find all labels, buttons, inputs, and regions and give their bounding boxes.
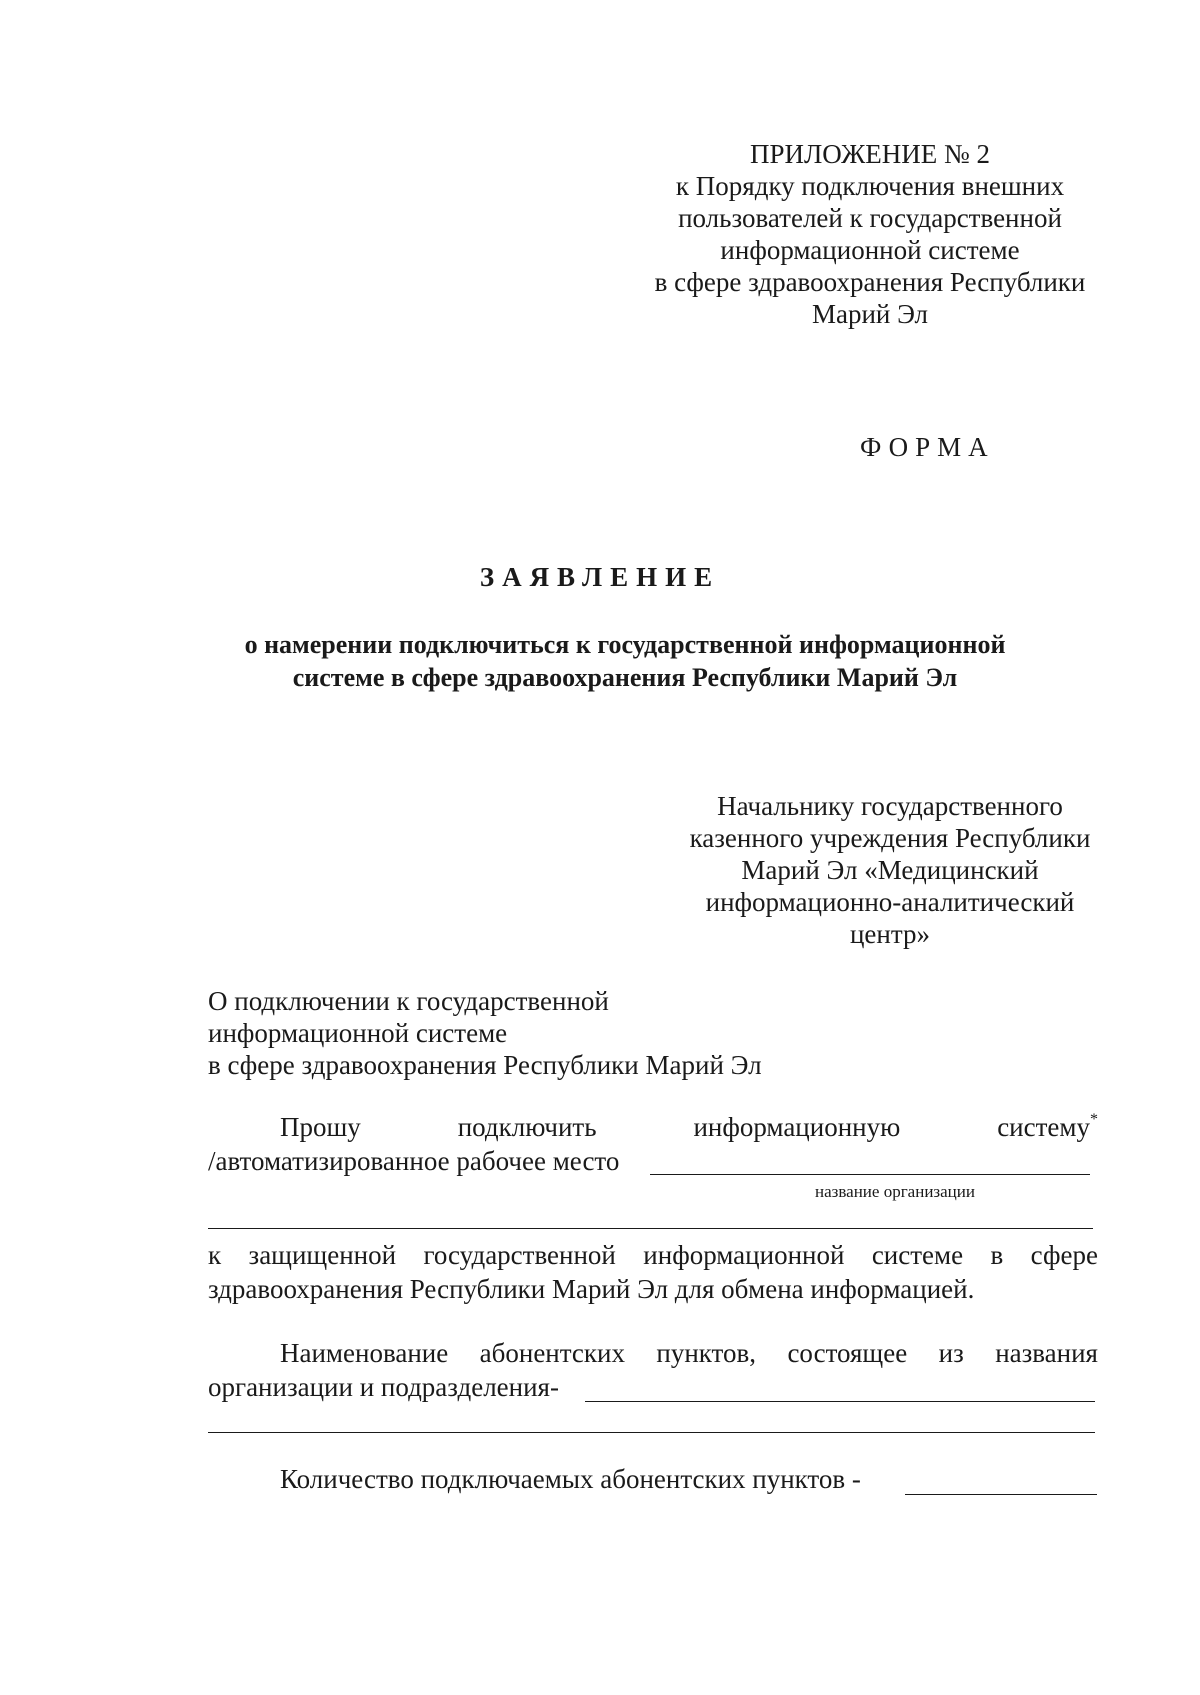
subscriber-points-name-blank-2[interactable] [208,1432,1095,1433]
subject-block [208,985,762,1081]
paragraph2-word: из [938,1338,964,1368]
statement-subtitle-line: о намерении подключиться к государственной информационной [244,630,1006,659]
appendix-header [620,138,1120,330]
paragraph1-line1 [280,1112,1098,1143]
paragraph2-word: абонентских [479,1338,625,1368]
organization-name-blank-2[interactable] [208,1228,1093,1229]
paragraph1-tail-word: сфере [1030,1240,1098,1270]
subject-line: в сфере здравоохранения Республики Марий Эл [208,1050,762,1080]
subject-line: информационной системе [208,1018,508,1048]
paragraph1-tail-word: информационной [643,1240,845,1270]
statement-subtitle-line: системе в сфере здравоохранения Республики Марий Эл [292,663,958,692]
statement-subtitle [150,628,1100,694]
paragraph2-line2: организации и подразделения- [208,1372,559,1402]
organization-name-caption: название организации [815,1182,975,1201]
appendix-line: пользователей к государственной [678,203,1062,233]
paragraph1-tail-word: в [990,1240,1004,1270]
footnote-mark: * [1090,1111,1098,1128]
paragraph1-word: Прошу [280,1112,361,1142]
subscriber-points-count-blank[interactable] [905,1494,1097,1495]
paragraph2-word: пунктов, [656,1338,756,1368]
form-label: ФОРМА [860,432,995,462]
addressee-line: центр» [849,919,930,949]
appendix-line: информационной системе [720,235,1020,265]
addressee-line: информационно-аналитический [705,887,1075,917]
paragraph2-word: названия [995,1338,1098,1368]
subscriber-points-name-blank[interactable] [585,1401,1095,1402]
paragraph1-last-word [997,1112,1098,1143]
appendix-title: ПРИЛОЖЕНИЕ № 2 [749,139,991,169]
paragraph3-text: Количество подключаемых абонентских пунктов - [280,1464,861,1494]
paragraph2-word: Наименование [280,1338,449,1368]
addressee-block [640,790,1140,950]
appendix-line: в сфере здравоохранения Республики [654,267,1086,297]
organization-name-blank[interactable] [650,1174,1090,1175]
paragraph1-word: подключить [457,1112,597,1142]
appendix-line: к Порядку подключения внешних [675,171,1065,201]
addressee-line: казенного учреждения Республики [689,823,1091,853]
addressee-line: Начальнику государственного [717,791,1063,821]
appendix-line: Марий Эл [811,299,929,329]
paragraph1-tail-line1 [208,1240,1098,1271]
paragraph2-line1 [280,1338,1098,1369]
paragraph1-tail-word: системе [871,1240,964,1270]
paragraph1-word: информационную [693,1112,901,1142]
paragraph1-tail-word: защищенной [248,1240,397,1270]
statement-title: ЗАЯВЛЕНИЕ [479,562,721,592]
addressee-line: Марий Эл «Медицинский [741,855,1039,885]
paragraph2-word: состоящее [787,1338,908,1368]
subject-line: О подключении к государственной [208,986,609,1016]
paragraph1-line2: /автоматизированное рабочее место [208,1146,620,1176]
paragraph1-tail-line2: здравоохранения Республики Марий Эл для обмена информацией. [208,1274,975,1304]
paragraph1-tail-word: к [208,1240,222,1270]
paragraph1-tail-word: государственной [423,1240,616,1270]
paragraph1-word: систему [997,1112,1090,1142]
